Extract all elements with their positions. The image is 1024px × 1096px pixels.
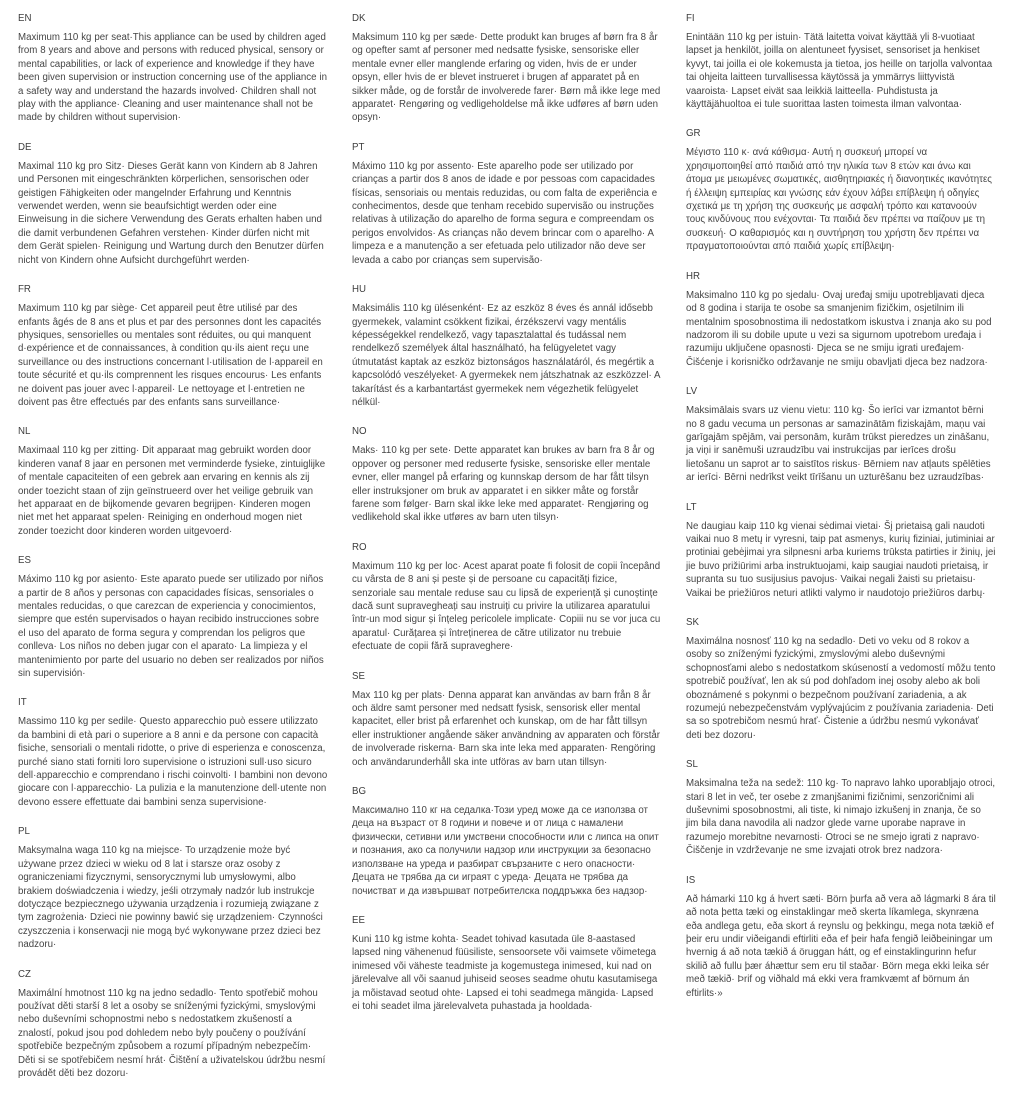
column-2 xyxy=(352,12,662,1096)
lang-text-ro: Maximum 110 kg per loc· Acest aparat poate fi folosit de copii începând cu vârsta de 8 ani și peste și de persoane cu capacități fizice, senzoriale sau mentale reduse sau cu lipsă de experiență și cunoștințe dacă sunt supravegheați sau instruiți cu privire la utilizarea aparatului într-un mod sigur și înțeleg pericolele implicate· Copiii nu se vor juca cu aparatul· Curățarea și întreținerea de către utilizator nu trebuie efectuate de copii fără supraveghere· xyxy=(352,560,661,653)
section-lv xyxy=(686,385,996,484)
section-sk xyxy=(686,616,996,742)
section-se xyxy=(352,670,662,769)
lang-code-gr: GR xyxy=(686,128,701,140)
section-lt xyxy=(686,501,996,600)
lang-code-ro: RO xyxy=(352,541,367,553)
lang-code-cz: CZ xyxy=(18,968,31,980)
section-ro xyxy=(352,541,662,654)
lang-text-en: Maximum 110 kg per seat·This appliance can be used by children aged from 8 years and above and persons with reduced physical, sensory or mental capabilities, or lack of experience and knowledge if they have been given supervision or instruction concerning use of the appliance in a safety way and understand the hazards involved· Children shall not play with the appliance· Cleaning and user maintenance shall not be made by children without supervision· xyxy=(18,32,327,124)
lang-code-sk: SK xyxy=(686,617,699,628)
section-fr xyxy=(18,283,328,409)
section-de xyxy=(18,141,328,267)
lang-text-it: Massimo 110 kg per sedile· Questo apparecchio può essere utilizzato da bambini di età pari o superiore a 8 anni e da persone con capacità fisiche, sensoriali o mentali ridotte, o prive di esperienza e conoscenza, purché siano stati forniti loro supervisione o istruzioni sull·uso sicuro dell·apparecchio e comprendano i rischi coinvolti· I bambini non devono giocare con l·apparecchio· La pulizia e la manutenzione dell·utente non devono essere effettuate dai bambini senza supervisione· xyxy=(18,716,328,808)
lang-code-de: DE xyxy=(18,141,32,153)
section-pt xyxy=(352,141,662,267)
lang-code-lt: LT xyxy=(686,501,697,513)
lang-text-no: Maks· 110 kg per sete· Dette apparatet kan brukes av barn fra 8 år og oppover og personer med reduserte fysiske, sensoriske eller mentale evner, eller mangel på erfaring og kunnskap dersom de har fått tilsyn eller instruksjoner om bruk av apparatet i en sikker måte og forstår farene som følger· Barn skal ikke leke med apparatet· Rengjøring og vedlikehold skal ikke utføres av barn uten tilsyn· xyxy=(352,445,655,524)
lang-text-hr: Maksimalno 110 kg po sjedalu· Ovaj uređaj smiju upotrebljavati djeca od 8 godina i starija te osobe sa smanjenim fizičkim, osjetilnim ili mentalnim sposobnostima ili nedostatkom iskustva i znanja ako su pod nadzorom ili su dobile upute u vezi sa sigurnom upotrebom uređaja i razumiju uključene opasnosti· Djeca se ne smiju igrati uređajem· Čišćenje i korisničko održavanje ne smiju obavljati djeca bez nadzora· xyxy=(686,289,992,368)
lang-text-de: Maximal 110 kg pro Sitz· Dieses Gerät kann von Kindern ab 8 Jahren und Personen mit eingeschränkten körperlichen, sensorischen oder geistigen Fähigkeiten oder mangelnder Erfahrung und Kenntnis verwendet werden, wenn sie beaufsichtigt werden oder eine Einweisung in die sichere Verwendung des Gerats erhalten haben und die damit verbundenen Gefahren verstehen· Kinder dürfen nicht mit dem Gerät spielen· Reinigung und Wartung durch den Benutzer dürfen nicht von Kindern ohne Aufsicht durchgeführt werden· xyxy=(18,160,324,266)
lang-text-se: Max 110 kg per plats· Denna apparat kan användas av barn från 8 år och äldre samt personer med nedsatt fysisk, sensorisk eller mental kapacitet, eller brist på erfarenhet och kunskap, om de har fått tillsyn eller instruktioner angående säker användning av apparaten och förstår de involverade riskerna· Barn ska inte leka med apparaten· Rengöring och användarunderhåll ska inte utföras av barn utan tillsyn· xyxy=(352,689,661,768)
section-gr xyxy=(686,127,996,253)
lang-text-lv: Maksimālais svars uz vienu vietu: 110 kg· Šo ierīci var izmantot bērni no 8 gadu vecuma un personas ar samazinātām fiziskajām, maņu vai garīgajām spējām, vai personām, kurām trūkst pieredzes un zināšanu, ja viņi ir sanēmuši uzraudzību vai instrukcijas par ierīces drošu lietošanu un saprot ar to saistītos riskus· Bērniem nav atļauts spēlēties ar ierīci· Bērni nedrīkst veikt tīrīšanu un uzturēšanu bez uzraudzības· xyxy=(686,405,991,484)
section-it xyxy=(18,696,328,809)
lang-text-nl: Maximaal 110 kg per zitting· Dit apparaat mag gebruikt worden door kinderen vanaf 8 jaar en personen met verminderde fysieke, zintuiglijke of mentale capaciteiten of een gebrek aan ervaring en kennis als zij onder toezicht staan of zijn geïnstrueerd over het veilige gebruik van het apparaat en de bijkomende gevaren begrijpen· Kinderen mogen niet met het apparaat spelen· Reiniging en onderhoud mogen niet zonder toezicht door kinderen worden uitgevoerd· xyxy=(18,445,326,537)
lang-code-ee: EE xyxy=(352,914,365,926)
column-3 xyxy=(686,12,996,1096)
lang-code-fr: FR xyxy=(18,284,31,296)
lang-text-fr: Maximum 110 kg par siège· Cet appareil peut être utilisé par des enfants âgés de 8 ans et plus et par des personnes dont les capacités physiques, sensorielles ou mentales sont réduites, ou qui manquent d·expérience et de connaissances, à condition qu·ils aient reçu une surveillance ou des instructions concernant l·utilisation de l·appareil en toute sécurité et qu·ils comprennent les risques encourus· Les enfants ne doivent pas jouer avec l·appareil· Le nettoyage et l·entretien ne doivent pas être effectués par des enfants sans surveillance· xyxy=(18,303,323,408)
lang-code-en: EN xyxy=(18,13,32,24)
lang-text-sk: Maximálna nosnosť 110 kg na sedadlo· Deti vo veku od 8 rokov a osoby so zníženými fyzickými, zmyslovými alebo duševnými schopnosťami alebo s nedostatkom skúseností a vedomostí môžu tento spotrebič používať, len ak sú pod dohľadom inej osoby alebo ak boli oboznámené s pokynmi o bezpečnom používaní zariadenia, a ak rozumejú nebezpečenstvám vyplývajúcim z používania zariadenia· Deti sa so spotrebičom nesmú hrať· Čistenie a údržbu nesmú vykonávať deti bez dozoru· xyxy=(686,636,996,741)
lang-text-cz: Maximální hmotnost 110 kg na jedno sedadlo· Tento spotřebič mohou používat děti starší 8 let a osoby se sníženými fyzickými, smyslovými nebo duševními schopnostmi nebo s nedostatkem zkušeností a znalostí, pokud jsou pod dohledem nebo byly poučeny o používání spotřebiče bezpečným způsobem a rozumí případným nebezpečím· Děti si se spotřebičem nesmí hrát· Čištění a uživatelskou údržbu nesmí provádět děti bez dozoru· xyxy=(18,987,326,1079)
lang-code-se: SE xyxy=(352,670,365,682)
lang-code-pt: PT xyxy=(352,141,365,153)
lang-code-bg: BG xyxy=(352,786,366,798)
lang-code-nl: NL xyxy=(18,426,31,438)
section-no xyxy=(352,425,662,524)
lang-code-sl: SL xyxy=(686,759,698,771)
section-is xyxy=(686,874,996,1000)
lang-text-pl: Maksymalna waga 110 kg na miejsce· To urządzenie może być używane przez dzieci w wieku od 8 lat i starsze oraz osoby z ograniczeniami fizycznymi, sensorycznymi lub umysłowymi, albo brakiem doświadczenia i wiedzy, jeśli otrzymały nadzór lub instrukcje dotyczące bezpiecznego używania urządzenia i rozumieją związane z tym zagrożenia· Dzieci nie powinny bawić się urządzeniem· Czynności czyszczenia i konserwacji nie mogą być wykonywane przez dzieci bez nadzoru· xyxy=(18,845,323,951)
section-hu xyxy=(352,283,662,409)
section-nl xyxy=(18,425,328,538)
lang-text-pt: Máximo 110 kg por assento· Este aparelho pode ser utilizado por crianças a partir dos 8 anos de idade e por pessoas com capacidades físicas, sensoriais ou mentais reduzidas, ou com falta de experiência e conhecimentos, desde que tenham recebido supervisão ou instruções relativas à utilização do aparelho de forma segura e compreendam os perigos envolvidos· As crianças não devem brincar com o aparelho· A limpeza e a manutenção a ser efetuada pelo utilizador não deve ser levada a cabo por crianças sem supervisão· xyxy=(352,160,658,266)
lang-text-is: Að hámarki 110 kg á hvert sæti· Börn þurfa að vera að lágmarki 8 ára til að nota þetta tæki og einstaklingar með skerta líkamlega, skynræna eða andlega getu, eða skort á reynslu og þekkingu, mega nota tækið ef þeir eru undir viðeigandi eftirliti eða ef þeir hafa fengið leiðbeiningar um hvernig á að nota tækið á öruggan hátt, og ef einstaklingurinn hefur skilið að fullu þær áhættur sem eru til staðar· Börn mega ekki leika sér með tækið· Þrif og viðhald má ekki vera framkvæmt af börnum án eftirlits·» xyxy=(686,893,996,999)
section-ee xyxy=(352,914,662,1013)
lang-code-es: ES xyxy=(18,555,31,567)
lang-text-lt: Ne daugiau kaip 110 kg vienai sėdimai vietai· Šį prietaisą gali naudoti vaikai nuo 8 metų ir vyresni, taip pat asmenys, kurių fiziniai, jutiminiai ar protiniai gebėjimai yra silpnesni arba kuriems trūksta patirties ir žinių, jei jie buvo prižiūrimi arba instruktuojami, kaip saugiai naudoti prietaisą, ir supranta su tuo susijusius pavojus· Vaikai negali žaisti su prietaisu· Vaikai be priežiūros neturi atlikti valymo ir naudotojo priežiūros darbų· xyxy=(686,520,996,599)
lang-text-ee: Kuni 110 kg istme kohta· Seadet tohivad kasutada üle 8-aastased lapsed ning vähenenud füüsiliste, sensoorsete või vaimsete võimetega inimesed või väheste teadmiste ja kogemustega inimesed, kui nad on järelevalve all või saanud juhiseid seoses seadme ohutu kasutamisega ja mõistavad seotud ohte· Lapsed ei tohi seadmega mängida· Lapsed ei tohi seadet ilma järelevalveta puhastada ja hooldada· xyxy=(352,933,658,1012)
section-pl xyxy=(18,825,328,951)
section-fi xyxy=(686,12,996,111)
lang-code-lv: LV xyxy=(686,386,698,398)
section-es xyxy=(18,554,328,680)
lang-text-dk: Maksimum 110 kg per sæde· Dette produkt kan bruges af børn fra 8 år og opefter samt af personer med nedsatte fysiske, sensoriske eller mentale evner eller manglende erfaring og viden, hvis de er under opsyn, eller hvis de er blevet instrueret i brugen af apparatet på en sikker måde, og de forstår de involverede farer· Børn må ikke lege med apparatet· Rengøring og vedligeholdelse må ikke udføres af børn uden opsyn· xyxy=(352,32,661,124)
section-sl xyxy=(686,758,996,857)
lang-code-is: IS xyxy=(686,874,696,886)
section-en xyxy=(18,12,328,125)
lang-code-no: NO xyxy=(352,426,367,438)
column-1 xyxy=(18,12,328,1096)
section-dk xyxy=(352,12,662,125)
lang-code-it: IT xyxy=(18,697,27,709)
lang-text-bg: Максимално 110 кг на седалка·Този уред може да се използва от деца на възраст от 8 години и повече и от лица с намалени физически, сетивни или умствени способности или с липса на опит и познания, ако са получили надзор или инструкции за безопасно използване на уреда и разбират свързаните с него опасности· Децата не трябва да си играят с уреда· Децата не трябва да почистват и да извършват потребителска поддръжка без надзор· xyxy=(352,805,659,897)
lang-text-hu: Maksimális 110 kg ülésenként· Ez az eszköz 8 éves és annál idősebb gyermekek, valamint csökkent fizikai, érzékszervi vagy mentális képességekkel rendelkező, vagy tapasztalattal és tudással nem rendelkező személyek által használható, ha felügyeletet vagy útmutatást kaptak az eszköz biztonságos használatáról, és megértik a kapcsolódó veszélyeket· A gyermekek nem játszhatnak az eszközzel· A takarítást és a karbantartást gyermekek nem végezhetik felügyelet nélkül· xyxy=(352,303,660,408)
section-hr xyxy=(686,270,996,369)
lang-code-pl: PL xyxy=(18,826,30,838)
lang-code-fi: FI xyxy=(686,13,695,24)
lang-text-es: Máximo 110 kg por asiento· Este aparato puede ser utilizado por niños a partir de 8 años y personas con capacidades físicas, sensoriales o mentales reducidas, o que carezcan de experiencia y conocimientos, siempre que estén supervisados o hayan recibido instrucciones sobre el uso del aparato de forma segura y comprendan los peligros que conlleva· Los niños no deben jugar con el aparato· La limpieza y el mantenimiento por parte del usuario no deben ser realizados por niños sin supervisión· xyxy=(18,574,324,680)
lang-code-hr: HR xyxy=(686,270,700,282)
lang-text-sl: Maksimalna teža na sedež: 110 kg· To napravo lahko uporabljajo otroci, stari 8 let in več, ter osebe z zmanjšanimi fizičnimi, senzoričnimi ali duševnimi sposobnostmi, ali tiste, ki nimajo izkušenj in znanja, če so jim bila dana navodila ali nadzor glede varne uporabe naprave in razumejo morebitne nevarnosti· Otroci se ne smejo igrati z napravo· Čiščenje in vzdrževanje ne sme izvajati otrok brez nadzora· xyxy=(686,778,996,857)
lang-text-gr: Μέγιστο 110 κ· ανά κάθισμα· Αυτή η συσκευή μπορεί να χρησιμοποιηθεί από παιδιά από την ηλικία των 8 ετών και άνω και άτομα με μειωμένες σωματικές, αισθητηριακές ή διανοητικές ικανότητες ή έλλειψη εμπειρίας και γνώσης εάν έχουν λάβει επίβλεψη ή οδηγίες σχετικά με τη χρήση της συσκευής με ασφαλή τρόπο και κατανοούν τους κινδύνους που ενέχονται· Τα παιδιά δεν πρέπει να παίζουν με τη συσκευή· Ο καθαρισμός και η συντήρηση του χρήστη δεν πρέπει να πραγματοποιούνται από παιδιά χωρίς επίβλεψη· xyxy=(686,147,992,253)
lang-code-dk: DK xyxy=(352,13,366,24)
section-bg xyxy=(352,785,662,898)
lang-code-hu: HU xyxy=(352,284,366,296)
lang-text-fi: Enintään 110 kg per istuin· Tätä laitetta voivat käyttää yli 8-vuotiaat lapset ja henkilöt, joilla on alentuneet fyysiset, sensoriset ja henkiset kyvyt, tai joilla ei ole kokemusta ja tietoa, jos heille on tarjolla valvontaa tai ohjeita laitteen turvallisessa käytössä ja ymmärrys liittyvistä vaaroista· Lapset eivät saa leikkiä laitteella· Puhdistusta ja käyttäjähuoltoa ei tule suorittaa lasten toimesta ilman valvontaa· xyxy=(686,32,993,111)
